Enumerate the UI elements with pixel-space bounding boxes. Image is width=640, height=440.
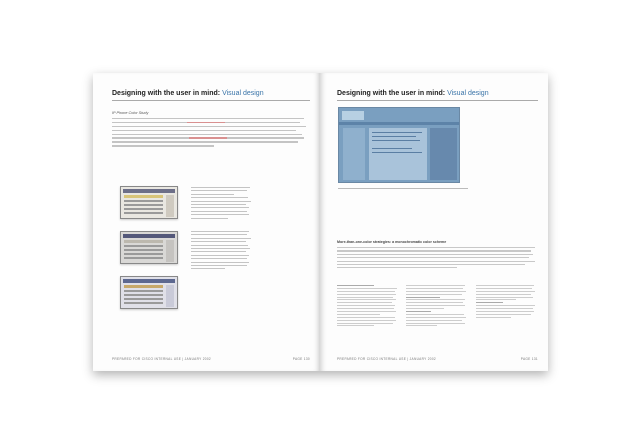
website-right-panel: [430, 128, 457, 180]
right-page: [320, 73, 548, 371]
left-page-number: PAGE 130: [292, 357, 310, 361]
right-page-footer: [337, 357, 538, 361]
left-footer-text: PREPARED FOR CISCO INTERNAL USE | JANUARY 2002: [112, 357, 211, 361]
right-header-rule: [337, 100, 538, 101]
example-2-notes: [191, 231, 253, 272]
example-1-notes: [191, 187, 253, 221]
three-column-text: [337, 285, 537, 328]
study-caption: IP Phone Color Study: [112, 111, 149, 115]
section-paragraph: [337, 247, 537, 271]
right-header-title: Designing with the user in mind:: [337, 90, 446, 97]
text-column-3: [476, 285, 537, 328]
book-spread: [93, 73, 548, 371]
phone-screen-example-1: [120, 186, 178, 219]
right-footer-text: PREPARED FOR CISCO INTERNAL USE | JANUARY 2002: [337, 357, 436, 361]
left-header-title: Designing with the user in mind:: [112, 90, 221, 97]
figure-caption: [338, 188, 468, 191]
phone-screen-example-3: [120, 276, 178, 309]
website-screenshot: [338, 107, 460, 183]
website-left-column: [343, 128, 365, 180]
right-page-header: [337, 90, 538, 97]
website-logo: [342, 111, 364, 120]
left-page-footer: [112, 357, 310, 361]
left-header-rule: [112, 100, 310, 101]
left-header-highlight: Visual design: [222, 90, 264, 97]
text-column-1: [337, 285, 398, 328]
phone-screen-example-2: [120, 231, 178, 264]
right-header-highlight: Visual design: [447, 90, 489, 97]
intro-paragraph: [112, 118, 308, 149]
section-subhead: More-than-one-color strategies: a monochromatic color scheme: [337, 240, 447, 244]
left-page: [93, 73, 320, 371]
website-nav-bar: [339, 122, 459, 125]
left-page-header: [112, 90, 310, 97]
text-column-2: [406, 285, 467, 328]
right-page-number: PAGE 131: [520, 357, 538, 361]
